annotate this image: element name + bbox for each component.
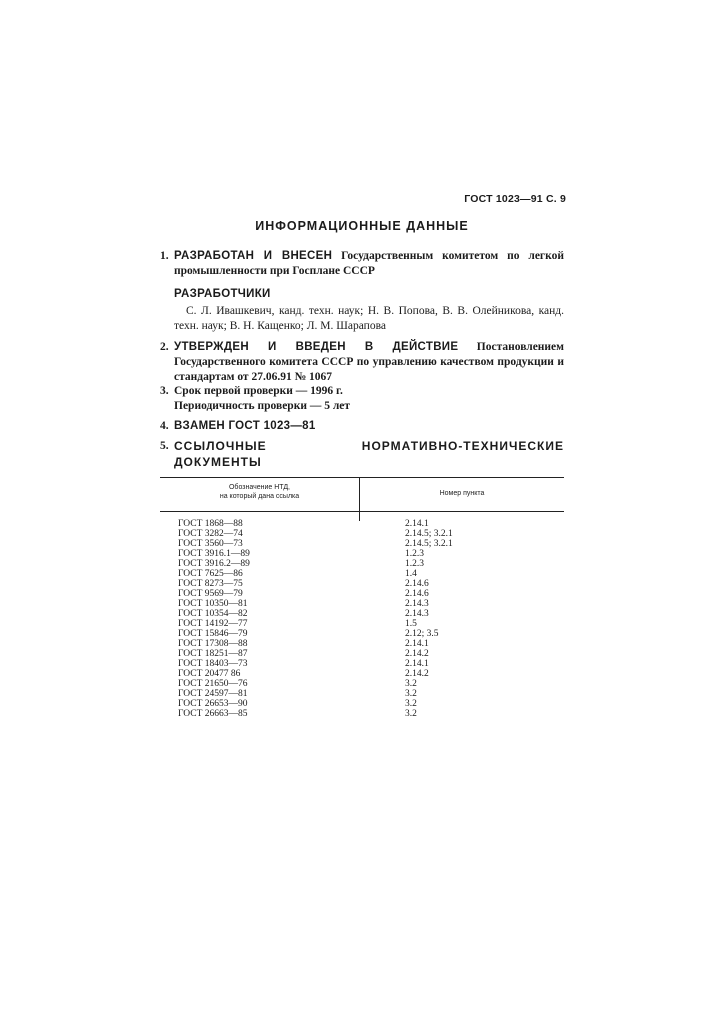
table-row	[160, 579, 564, 589]
gost-designation: ГОСТ 24597—81	[178, 689, 248, 699]
gost-designation: ГОСТ 26653—90	[178, 699, 248, 709]
gost-designation: ГОСТ 3916.1—89	[178, 549, 250, 559]
item-number: 2.	[160, 341, 169, 353]
point-number: 2.14.5; 3.2.1	[405, 529, 453, 539]
point-number: 1.4	[405, 569, 417, 579]
gost-designation: ГОСТ 17308—88	[178, 639, 248, 649]
gost-designation: ГОСТ 8273—75	[178, 579, 243, 589]
table-row	[160, 599, 564, 609]
point-number: 1.2.3	[405, 559, 424, 569]
gost-designation: ГОСТ 10350—81	[178, 599, 248, 609]
table-row	[160, 699, 564, 709]
table-row	[160, 559, 564, 569]
item-text: Государственным комитетом по легкой промышленности при Госплане СССР	[174, 250, 565, 277]
point-number: 3.2	[405, 679, 417, 689]
item-lead: РАЗРАБОТАН И ВНЕСЕН	[174, 250, 333, 262]
table-row	[160, 589, 564, 599]
point-number: 3.2	[405, 689, 417, 699]
point-number: 2.12; 3.5	[405, 629, 439, 639]
point-number: 2.14.2	[405, 669, 429, 679]
point-number: 1.5	[405, 619, 417, 629]
header-line-2: на который дана ссылка	[219, 493, 300, 500]
table-row	[160, 679, 564, 689]
item-number: 3.	[160, 385, 169, 397]
developers-heading-text: РАЗРАБОТЧИКИ	[174, 288, 271, 300]
item-line-2: Периодичность проверки — 5 лет	[174, 400, 351, 412]
item-number: 5.	[160, 440, 169, 452]
gost-designation: ГОСТ 3282—74	[178, 529, 243, 539]
item-lead: УТВЕРЖДЕН И ВВЕДЕН В ДЕЙСТВИЕ	[174, 341, 459, 353]
point-number: 3.2	[405, 699, 417, 709]
table-row	[160, 649, 564, 659]
table-row	[160, 709, 564, 719]
table-row	[160, 609, 564, 619]
point-number: 2.14.2	[405, 649, 429, 659]
gost-designation: ГОСТ 20477 86	[178, 669, 241, 679]
gost-designation: ГОСТ 21650—76	[178, 679, 248, 689]
item-number: 1.	[160, 250, 169, 262]
table-header-rule	[160, 511, 564, 512]
gost-designation: ГОСТ 15846—79	[178, 629, 248, 639]
info-item-2	[160, 340, 564, 385]
header-line-1: Обозначение НТД,	[228, 484, 291, 491]
point-number: 2.14.1	[405, 519, 429, 529]
developers-heading	[174, 287, 564, 302]
developers-list: С. Л. Ивашкевич, канд. техн. наук; Н. В. Попова, В. В. Олейникова, канд. техн. наук; В. Н. Кащенко; Л. М. Шарапова	[174, 305, 564, 332]
table-row	[160, 669, 564, 679]
table-row	[160, 539, 564, 549]
point-number: 1.2.3	[405, 549, 424, 559]
point-number: 2.14.1	[405, 639, 429, 649]
point-number: 2.14.1	[405, 659, 429, 669]
table-row	[160, 629, 564, 639]
table-header-point: Номер пункта	[439, 490, 485, 497]
info-item-1	[160, 249, 564, 279]
item-text: ССЫЛОЧНЫЕ НОРМАТИВНО-ТЕХНИЧЕСКИЕ ДОКУМЕНТЫ	[174, 439, 564, 469]
info-item-3	[160, 384, 564, 414]
table-top-rule	[160, 477, 564, 478]
point-number: 2.14.5; 3.2.1	[405, 539, 453, 549]
info-item-4	[160, 419, 564, 434]
table-row	[160, 549, 564, 559]
info-item-5	[160, 439, 564, 471]
table-header-designation	[160, 483, 359, 501]
page-header-doc-ref: ГОСТ 1023—91 С. 9	[464, 193, 566, 205]
gost-designation: ГОСТ 1868—88	[178, 519, 243, 529]
point-number: 3.2	[405, 709, 417, 719]
item-text: ВЗАМЕН ГОСТ 1023—81	[174, 420, 316, 432]
table-row	[160, 519, 564, 529]
point-number: 2.14.3	[405, 609, 429, 619]
gost-designation: ГОСТ 9569—79	[178, 589, 243, 599]
point-number: 2.14.6	[405, 589, 429, 599]
gost-designation: ГОСТ 18403—73	[178, 659, 248, 669]
item-line-1: Срок первой проверки — 1996 г.	[174, 385, 343, 397]
point-number: 2.14.3	[405, 599, 429, 609]
gost-designation: ГОСТ 3560—73	[178, 539, 243, 549]
table-row	[160, 529, 564, 539]
item-number: 4.	[160, 420, 169, 432]
table-row	[160, 619, 564, 629]
table-row	[160, 689, 564, 699]
gost-designation: ГОСТ 10354—82	[178, 609, 248, 619]
gost-designation: ГОСТ 18251—87	[178, 649, 248, 659]
item-text: Постановлением Государственного комитета СССР по управлению качеством продукции и стандартам от 27.06.91 № 1067	[174, 341, 564, 383]
gost-designation: ГОСТ 3916.2—89	[178, 559, 250, 569]
table-row	[160, 639, 564, 649]
table-body	[160, 519, 564, 719]
gost-designation: ГОСТ 14192—77	[178, 619, 248, 629]
table-row	[160, 659, 564, 669]
gost-designation: ГОСТ 26663—85	[178, 709, 248, 719]
point-number: 2.14.6	[405, 579, 429, 589]
page-title: ИНФОРМАЦИОННЫЕ ДАННЫЕ	[255, 219, 469, 233]
gost-designation: ГОСТ 7625—86	[178, 569, 243, 579]
table-row	[160, 569, 564, 579]
